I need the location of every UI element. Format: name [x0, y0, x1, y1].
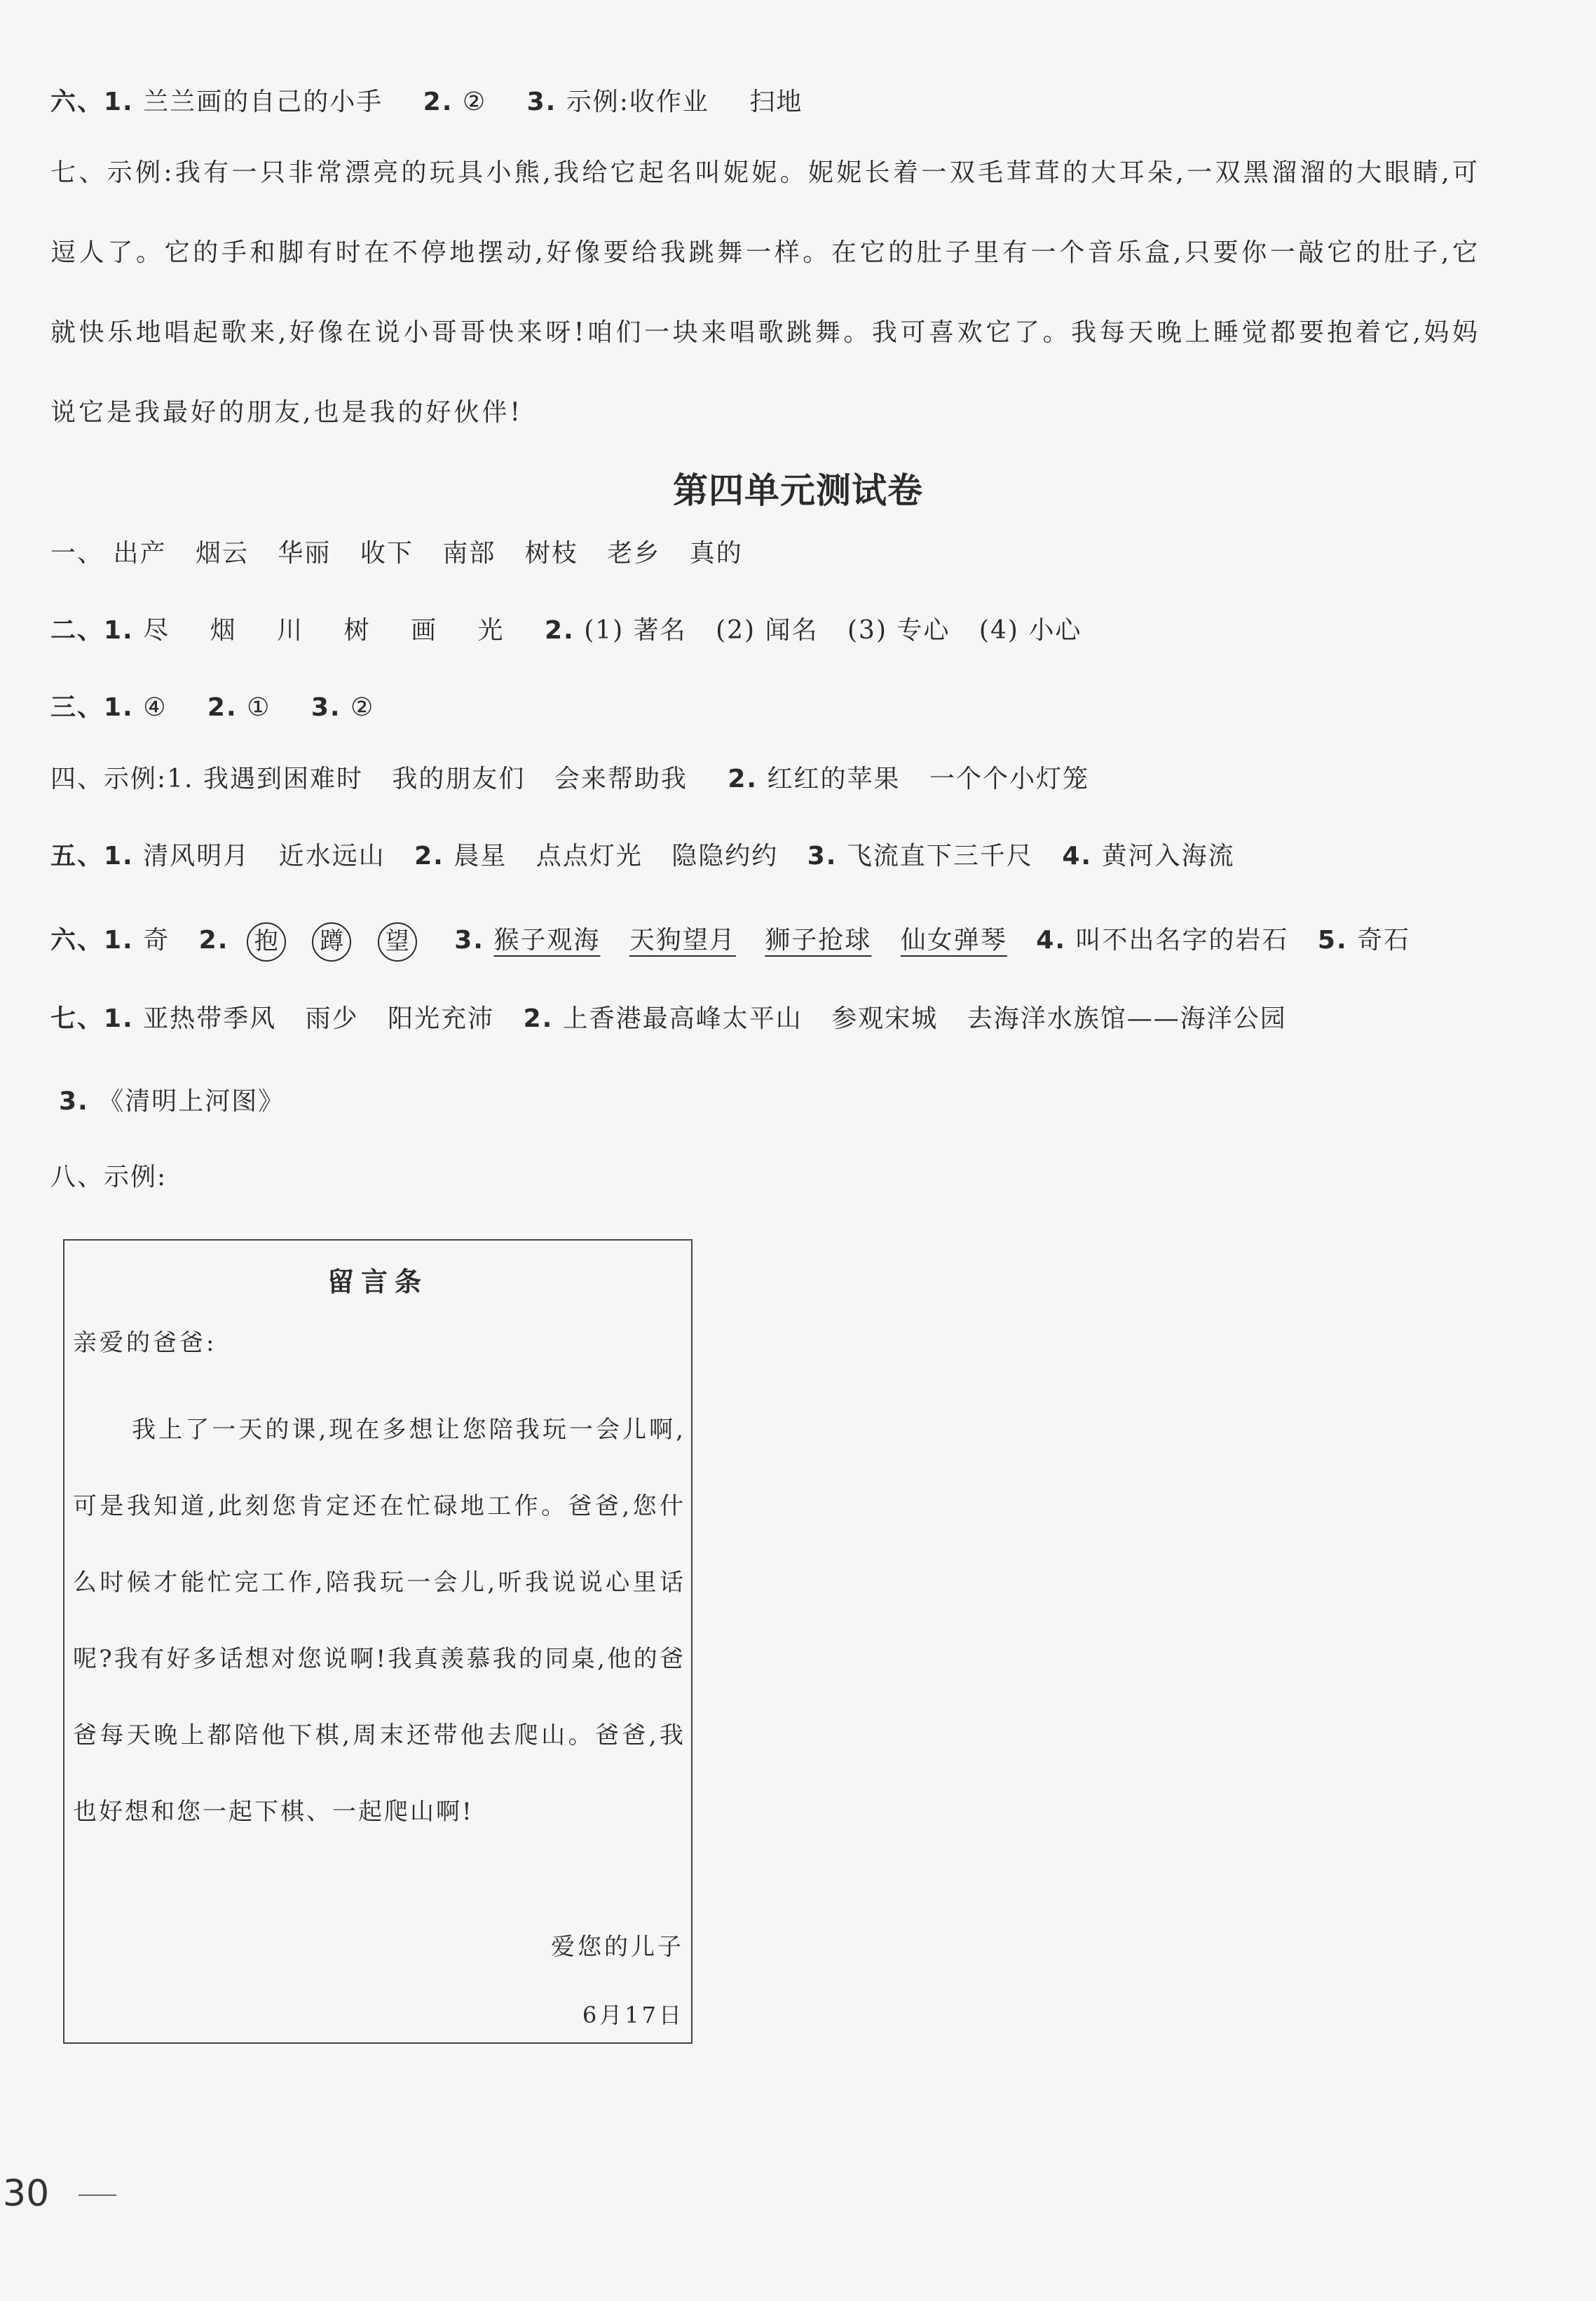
question-1: 一、 出产 烟云 华丽 收下 南部 树枝 老乡 真的 — [50, 539, 743, 568]
page-number-dash — [79, 2194, 116, 2196]
note-title: 留言条 — [327, 1266, 428, 1297]
question-3: 三、1. ④ 2. ① 3. ② — [50, 693, 375, 722]
prev-section-6: 六、1. 兰兰画的自己的小手 2. ② 3. 示例:收作业 扫地 — [50, 88, 803, 116]
note-signature: 爱您的儿子 — [551, 1933, 684, 1961]
question-8: 八、示例: — [50, 1163, 168, 1192]
underlined-answer: 仙女弹琴 — [900, 926, 1007, 955]
question-7: 七、1. 亚热带季风 雨少 阳光充沛 2. 上香港最高峰太平山 参观宋城 去海洋水族馆——海洋公园 — [50, 1004, 1287, 1033]
note-body: 我上了一天的课,现在多想让您陪我玩一会儿啊,可是我知道,此刻您肯定还在忙碌地工作。爸爸,您什么时候才能忙完工作,陪我玩一会儿,听我说说心里话呢?我有好多话想对您说啊!我真羡慕我的同桌,他的爸爸每天晚上都陪他下棋,周末还带他去爬山。爸爸,我也好想和您一起下棋、一起爬山啊! — [73, 1416, 686, 1826]
question-5: 五、1. 清风明月 近水远山 2. 晨星 点点灯光 隐隐约约 3. 飞流直下三千尺 4. 黄河入海流 — [50, 842, 1235, 870]
page-title: 第四单元测试卷 — [673, 470, 923, 511]
underlined-answer: 猴子观海 — [493, 926, 601, 955]
underlined-answer: 狮子抢球 — [765, 926, 872, 955]
page-number: 30 — [3, 2173, 50, 2215]
note-salutation: 亲爱的爸爸: — [73, 1329, 217, 1357]
message-note — [63, 1239, 693, 2044]
question-2: 二、1. 尽 烟 川 树 画 光 2. (1) 著名 (2) 闻名 (3) 专心 (4) 小心 — [50, 616, 1082, 645]
circled-char: 望 — [378, 922, 417, 962]
question-6: 六、1. 奇 2. 抱 蹲 望 3. 猴子观海 天狗望月 狮子抢球 仙女弹琴 4. 叫不出名字的岩石 5. 奇石 — [50, 922, 1410, 962]
circled-char: 抱 — [247, 922, 286, 962]
prev-section-7-essay: 七、示例:我有一只非常漂亮的玩具小熊,我给它起名叫妮妮。妮妮长着一双毛茸茸的大耳朵,一双黑溜溜的大眼睛,可逗人了。它的手和脚有时在不停地摆动,好像要给我跳舞一样。在它的肚子里有一个音乐盒,只要你一敲它的肚子,它就快乐地唱起歌来,好像在说小哥哥快来呀!咱们一块来唱歌跳舞。我可喜欢它了。我每天晚上睡觉都要抱着它,妈妈说它是我最好的朋友,也是我的好伙伴! — [50, 158, 1480, 427]
question-4: 四、示例:1. 我遇到困难时 我的朋友们 会来帮助我 2. 红红的苹果 一个个小灯笼 — [50, 765, 1090, 793]
question-7-part-3: 3. 《清明上河图》 — [59, 1087, 285, 1116]
underlined-answer: 天狗望月 — [629, 926, 736, 955]
note-date: 6月17日 — [582, 2002, 684, 2028]
circled-char: 蹲 — [312, 922, 351, 962]
